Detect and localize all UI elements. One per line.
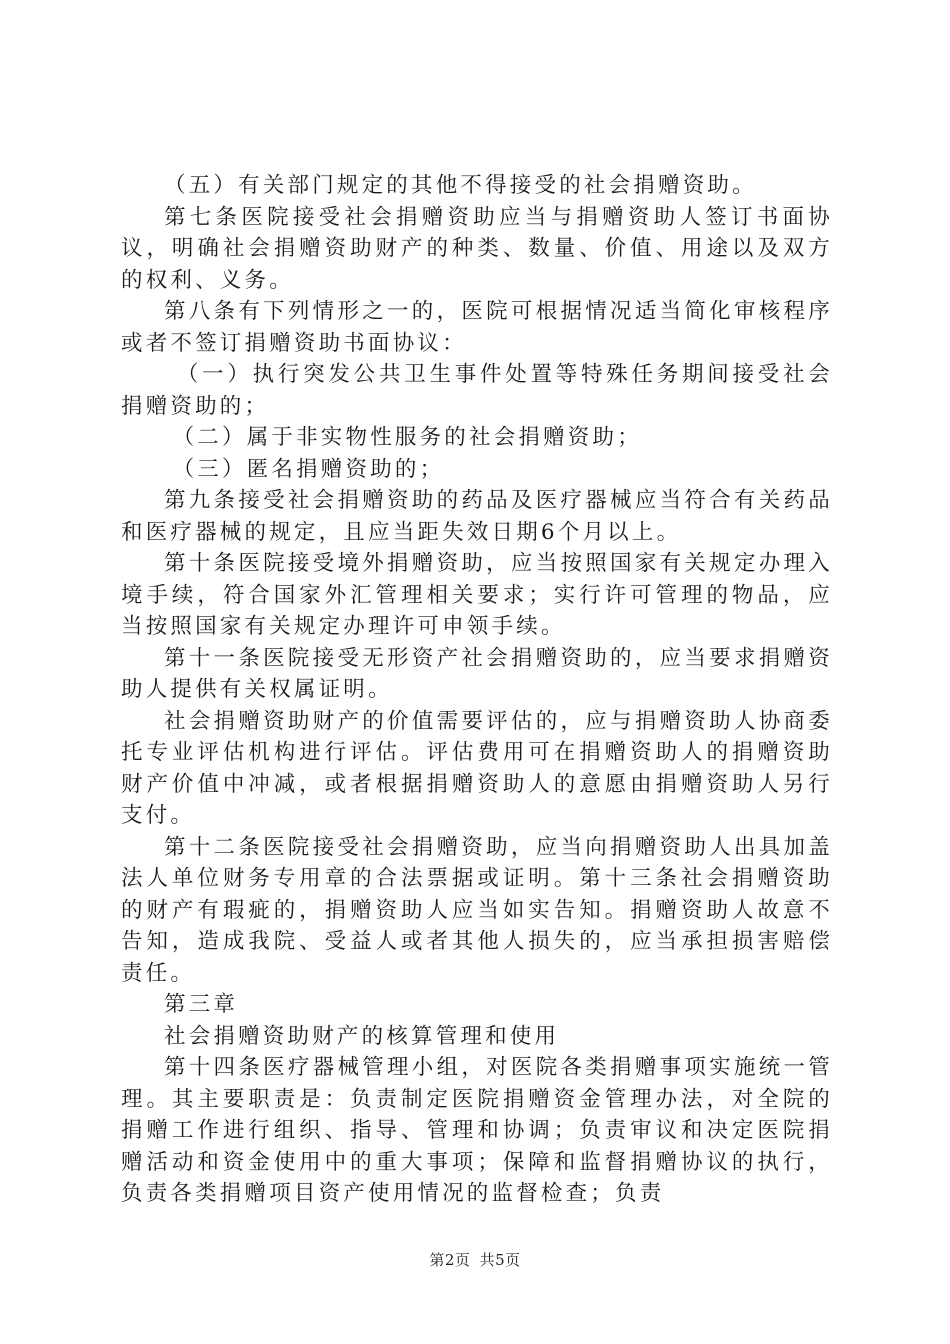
paragraph-item-three: （三）匿名捐赠资助的；: [172, 456, 445, 482]
paragraph-item-two: （二）属于非实物性服务的社会捐赠资助；: [172, 425, 642, 450]
paragraph-article-8: 第八条有下列情形之一的，医院可根据情况适当简化审核程序或者不签订捐赠资助书面协议：: [121, 299, 833, 356]
paragraph-article-11: 第十一条医院接受无形资产社会捐赠资助的，应当要求捐赠资助人提供有关权属证明。: [121, 645, 833, 702]
paragraph-item-five: （五）有关部门规定的其他不得接受的社会捐赠资助。: [164, 173, 757, 198]
page-footer: [0, 1249, 950, 1270]
page-total: 共5页: [479, 1251, 521, 1269]
paragraph-article-12-13: 第十二条医院接受社会捐赠资助，应当向捐赠资助人出具加盖法人单位财务专用章的合法票据或证明。第十三条社会捐赠资助的财产有瑕疵的，捐赠资助人应当如实告知。捐赠资助人故意不告知，造成我院、受益人或者其他人损失的，应当承担损害赔偿责任。: [121, 834, 833, 986]
paragraph-item-one: （一）执行突发公共卫生事件处置等特殊任务期间接受社会捐赠资助的；: [121, 362, 833, 419]
paragraph-valuation: 社会捐赠资助财产的价值需要评估的，应与捐赠资助人协商委托专业评估机构进行评估。评估费用可在捐赠资助人的捐赠资助财产价值中冲减，或者根据捐赠资助人的意愿由捐赠资助人另行支付。: [121, 708, 833, 828]
paragraph-article-9: 第九条接受社会捐赠资助的药品及医疗器械应当符合有关药品和医疗器械的规定，且应当距失效日期6个月以上。: [121, 488, 833, 545]
page-number: 第2页: [429, 1251, 471, 1269]
paragraph-article-10: 第十条医院接受境外捐赠资助，应当按照国家有关规定办理入境手续，符合国家外汇管理相关要求；实行许可管理的物品，应当按照国家有关规定办理许可申领手续。: [121, 551, 833, 639]
chapter-title: 社会捐赠资助财产的核算管理和使用: [164, 1023, 560, 1049]
document-body: [121, 170, 833, 1210]
paragraph-article-7: 第七条医院接受社会捐赠资助应当与捐赠资助人签订书面协议，明确社会捐赠资助财产的种类、数量、价值、用途以及双方的权利、义务。: [121, 204, 833, 293]
paragraph-article-14: 第十四条医疗器械管理小组，对医院各类捐赠事项实施统一管理。其主要职责是：负责制定医院捐赠资金管理办法，对全院的捐赠工作进行组织、指导、管理和协调；负责审议和决定医院捐赠活动和资金使用中的重大事项；保障和监督捐赠协议的执行，负责各类捐赠项目资产使用情况的监督检查；负责: [121, 1055, 833, 1206]
chapter-heading: 第三章: [164, 992, 239, 1017]
